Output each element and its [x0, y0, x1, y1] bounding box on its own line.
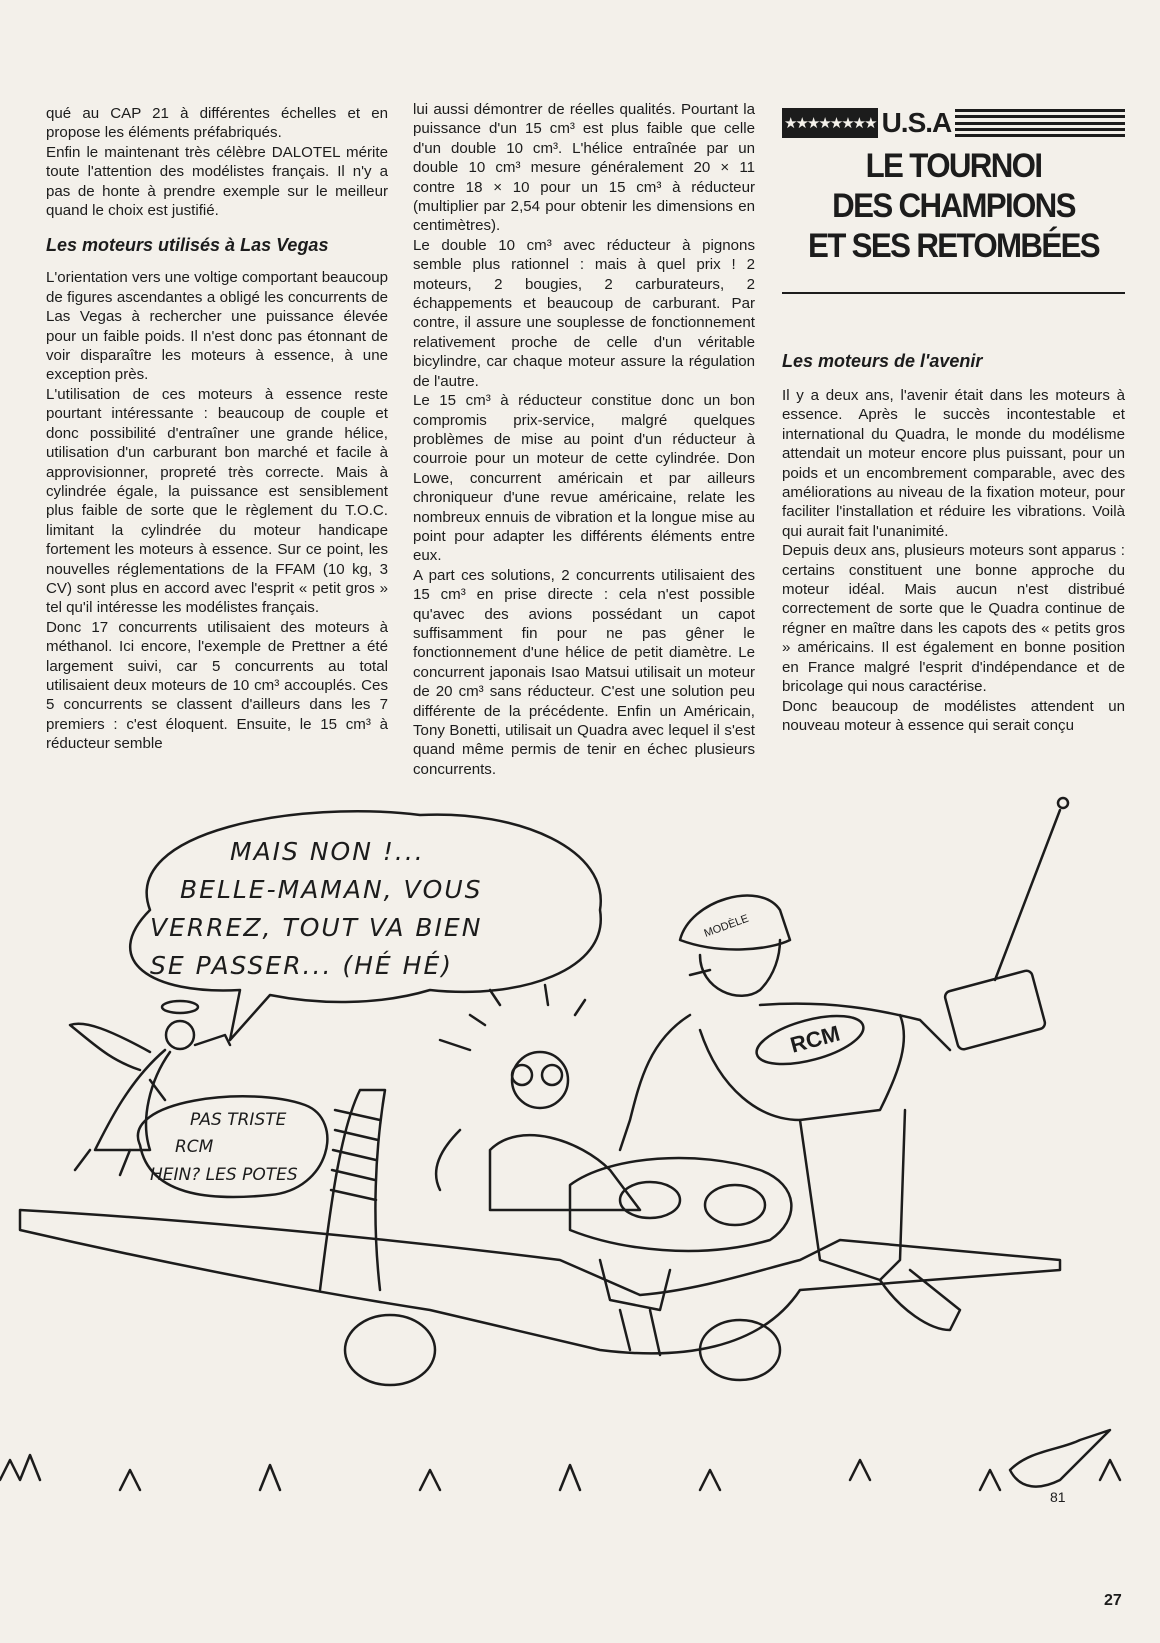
speech-line: SE PASSER... (HÉ HÉ): [150, 951, 453, 980]
stars-icon: ★★★★★★★★: [782, 108, 878, 138]
headline-rule: [782, 292, 1125, 294]
column-2: [413, 100, 755, 779]
article-headline: [796, 146, 1112, 266]
paragraph: Le 15 cm³ à réducteur constitue donc un bon compromis prix-service, malgré quelques problèmes de mise au point d'un réducteur à courroie pour un moteur de cette cylindrée. Don Lowe, concurrent américain et par ailleurs chroniqueur d'une revue américaine, relate les nombreux ennuis de vibration et la longue mise au point pour adapter les différents éléments entre eux.: [413, 392, 755, 565]
signature-year: 81: [1050, 1489, 1066, 1505]
grass-drawing: [0, 1455, 1120, 1490]
paragraph: lui aussi démontrer de réelles qualités. Pourtant la puissance d'un 15 cm³ est plus faible que celle d'un double 10 cm³. L'hélice entraînée par un double 10 cm³ mesure généralement 20 × 11 contre 18 × 10 pour un 15 cm³ à réducteur (multiplier par 2,54 pour obtenir les dimensions en centimètres).: [413, 101, 755, 235]
section-heading-avenir: Les moteurs de l'avenir: [782, 351, 983, 371]
paragraph: Il y a deux ans, l'avenir était dans les moteurs à essence. Après le succès incontestable et international du Quadra, le monde du modélisme attendait un moteur encore plus puissant, pour un poids et un encombrement comparable, avec des améliorations au niveau de la fixation moteur, pour faciliter l'installation et réduire les vibrations. Voilà qui aurait fait l'unanimité.: [782, 387, 1125, 540]
paragraph: L'orientation vers une voltige comportant beaucoup de figures ascendantes a obligé les concurrents de Las Vegas à rechercher une puissance élevée pour un faible poids. Il n'est donc pas étonnant de voir disparaître les moteurs à essence, à une exception près.: [46, 269, 388, 384]
speech-line: VERREZ, TOUT VA BIEN: [150, 913, 483, 942]
paragraph: Enfin le maintenant très célèbre DALOTEL mérite toute l'attention des modélistes français. Il n'y a pas de honte à prendre exemple sur le meilleur quand le choix est justifié.: [46, 143, 388, 220]
headline-line: LE TOURNOI: [865, 147, 1042, 185]
speech-line: MAIS NON !...: [230, 837, 425, 866]
shirt-logo: RCM: [787, 1020, 843, 1058]
paragraph: Le double 10 cm³ avec réducteur à pignons semble plus rationnel : mais à quel prix ! 2 moteurs, 2 bougies, 2 carburateurs, 2 échappements et beaucoup de carburant. Par contre, il assure une souplesse de fonctionnement relativement proche de celle d'un véritable bicylindre, car chaque moteur assure la régulation de l'autre.: [413, 236, 755, 390]
column-1: [46, 104, 388, 754]
paragraph: A part ces solutions, 2 concurrents utilisaient des 15 cm³ en prise directe : cela n'est possible qu'avec des avions possédant un capot suffisamment fin pour ne pas gêner le fonctionnement d'une hélice de petit diamètre. Le concurrent japonais Isao Matsui utilisait un moteur de 20 cm³ sans réducteur. C'est une solution peu différente de la précédente. Enfin un Américain, Tony Bonetti, utilisait un Quadra avec lequel il s'est quand même permis de tenir en échec plusieurs concurrents.: [413, 566, 755, 778]
paragraph: L'utilisation de ces moteurs à essence reste pourtant intéressante : beaucoup de couple et donc possibilité d'entraîner une grande hélice, utilisation d'un carburant bon marché et facile à approvisionner, propreté très correcte. Mais à cylindrée égale, la puissance est sensiblement plus faible de sorte que le règlement du T.O.C. limitant la cylindrée du moteur handicape fortement les moteurs à essence. Sur ce point, les nouvelles réglementations de la FFAM (10 kg, 3 CV) sont plus en accord avec l'esprit « petit gros » tel qu'il intéresse les modélistes français.: [46, 385, 388, 617]
page-number: 27: [1104, 1592, 1122, 1609]
stripes-decoration: [955, 109, 1125, 137]
headline-line: ET SES RETOMBÉES: [807, 227, 1100, 265]
cartoon-illustration: [0, 790, 1160, 1590]
section-heading-las-vegas: Les moteurs utilisés à Las Vegas: [46, 235, 329, 256]
signature-bird-drawing: [1010, 1430, 1110, 1487]
pilot-drawing: [436, 985, 585, 1190]
paragraph: qué au CAP 21 à différentes échelles et en propose les éléments préfabriqués.: [46, 105, 388, 142]
small-bubble-line: HEIN? LES POTES: [150, 1165, 298, 1185]
country-label: U.S.A: [881, 107, 952, 138]
paragraph: Depuis deux ans, plusieurs moteurs sont apparus : certains constituent une bonne approche du moteur idéal. Mais aucun n'est distribué correctement de sorte que le Quadra continue de régner en maître dans les capots des « petits gros » américains. Il est également en bonne position en France malgré l'esprit d'indépendance et de bricolage qui nous caractérise.: [782, 542, 1125, 696]
paragraph: Donc 17 concurrents utilisaient des moteurs à méthanol. Ici encore, l'exemple de Prettner a été largement suivi, car 5 concurrents au total utilisaient deux moteurs de 10 cm³ accouplés. Ces 5 concurrents se classent d'ailleurs dans les 7 premiers : c'est éloquent. Ensuite, le 15 cm³ à réducteur semble: [46, 618, 388, 753]
headline-line: DES CHAMPIONS: [832, 187, 1075, 225]
cap-logo: MODÈLE: [702, 912, 751, 940]
usa-banner: [782, 106, 1125, 140]
small-bubble-line: RCM: [175, 1137, 214, 1157]
small-bubble-line: PAS TRISTE: [190, 1110, 287, 1130]
paragraph: Donc beaucoup de modélistes attendent un nouveau moteur à essence qui serait conçu: [782, 697, 1125, 734]
speech-line: BELLE-MAMAN, VOUS: [180, 875, 483, 904]
column-3: [782, 351, 1125, 735]
